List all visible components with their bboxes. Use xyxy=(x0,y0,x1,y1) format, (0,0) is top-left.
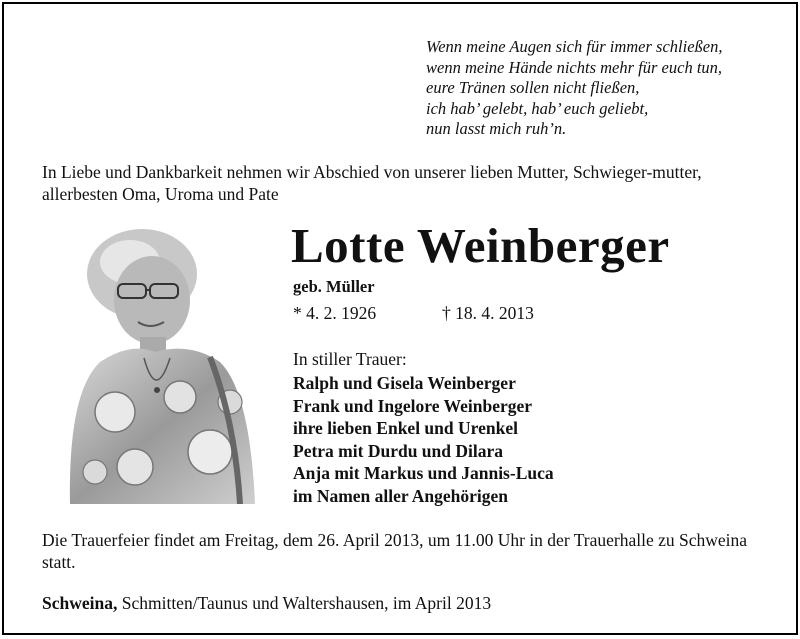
intro-text: In Liebe und Dankbarkeit nehmen wir Abschied von unserer lieben Mutter, Schwieger-mutter, allerbesten Oma, Uroma und Pate xyxy=(42,162,702,204)
birth-date: * 4. 2. 1926 xyxy=(293,303,377,323)
poem-line: Wenn meine Augen sich für immer schließen, xyxy=(426,37,723,56)
deceased-name: Lotte Weinberger xyxy=(291,218,670,273)
poem-line: ich hab’ gelebt, hab’ euch geliebt, xyxy=(426,98,649,118)
place-rest: Schmitten/Taunus und Waltershausen, im April 2013 xyxy=(117,593,492,613)
service-info: Die Trauerfeier findet am Freitag, dem 26. April 2013, um 11.00 Uhr in der Trauerhalle zu Schweina statt. xyxy=(42,530,748,572)
poem-line: eure Tränen sollen nicht fließen, xyxy=(426,78,640,97)
life-dates xyxy=(293,303,534,324)
place-and-date xyxy=(42,593,491,614)
poem xyxy=(426,37,722,140)
death-date: † 18. 4. 2013 xyxy=(442,303,534,323)
portrait-photo xyxy=(60,222,270,504)
mourners-list xyxy=(293,372,554,507)
obituary-notice xyxy=(2,2,798,635)
mourner-name: im Namen aller Angehörigen xyxy=(293,485,509,506)
mourner-name: Anja mit Markus und Jannis-Luca xyxy=(293,463,554,483)
mourner-name: ihre lieben Enkel und Urenkel xyxy=(293,418,518,438)
mourner-name: Frank und Ingelore Weinberger xyxy=(293,395,533,416)
poem-line: nun lasst mich ruh’n. xyxy=(426,119,567,138)
mourner-name: Petra mit Durdu und Dilara xyxy=(293,440,503,461)
place-town: Schweina, xyxy=(42,593,118,613)
mourner-name: Ralph und Gisela Weinberger xyxy=(293,373,516,393)
maiden-name: geb. Müller xyxy=(293,277,375,296)
mourners-title: In stiller Trauer: xyxy=(293,349,407,369)
poem-line: wenn meine Hände nichts mehr für euch tun, xyxy=(426,57,723,77)
